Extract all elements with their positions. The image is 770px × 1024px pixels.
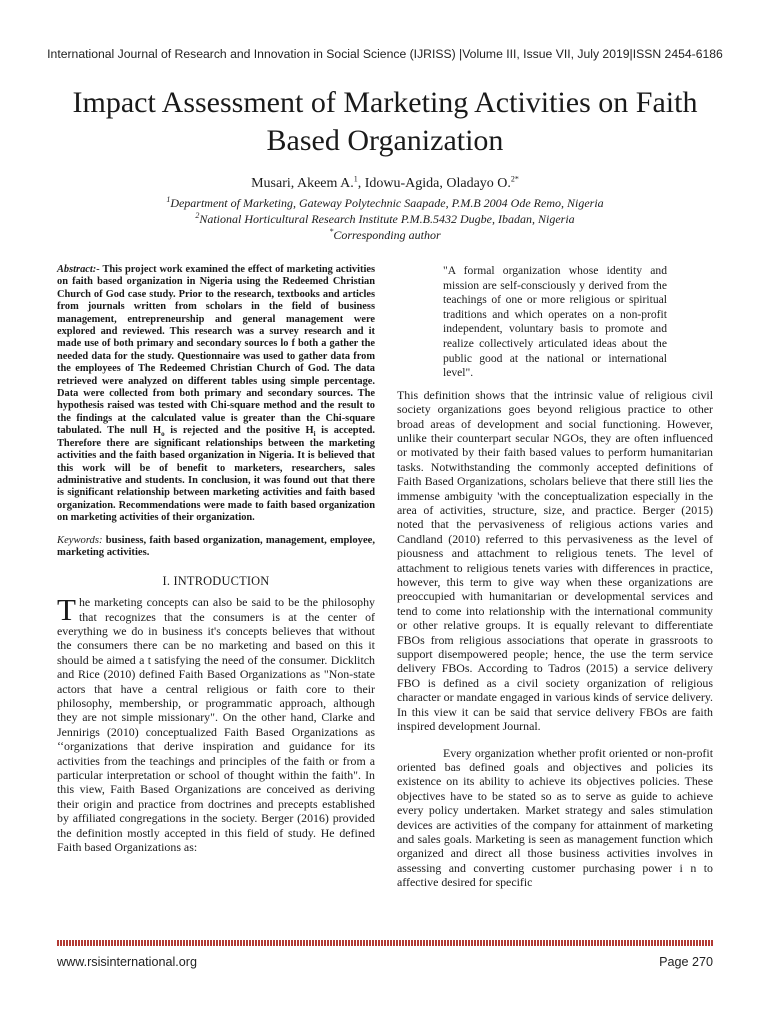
corresponding-author-note (0, 228, 770, 243)
affiliation-1-text: Department of Marketing, Gateway Polytechnic Saapade, P.M.B 2004 Ode Remo, Nigeria (170, 196, 604, 210)
running-header: International Journal of Research and Innovation in Social Science (IJRISS) |Volume III, Issue VII, July 2019|ISSN 2454-6186 (47, 47, 723, 61)
footer-rule (57, 940, 713, 946)
abstract-text-1: This project work examined the effect of marketing activities on faith based organization in Nigeria using the Redeemed Christian Church of God case study. Prior to the research, textbooks and articles from journals written from scholars in the field of business management, entrepreneurship and general management were explored and reviewed. This research was a survey research and it made use of both primary and secondary sources lo f both a gather the needed data for the study. Questionnaire was used to gather data from the employees of The Redeemed Christian Church of God. The data retrieved were analyzed on different tables using simple percentage. Data were collected from both primary and secondary sources. The hypothesis raised was tested with Chi-square method and the result to the findings at the calculated value is greater than the Chi-square tabulated. The null H (57, 264, 375, 437)
intro-paragraph-1 (57, 592, 375, 855)
abstract-text-3: is accepted. Therefore there are significant relationships between the marketing activities and the faith based organization in Nigeria. It is believed that this work will be of benefit to marketers, researchers, sales administrative and students. In conclusion, it was found out that there is significant relationship between marketing activities and faith based organization. Recommendations were made to faith based organization on marketing activities of their organization. (57, 425, 375, 524)
author-1-mark: 1 (353, 174, 358, 184)
footer-website: www.rsisinternational.org (57, 955, 197, 969)
title-line-1: Impact Assessment of Marketing Activities on Faith (72, 86, 698, 119)
footer-page-number: Page 270 (659, 955, 713, 969)
author-1: Musari, Akeem A. (251, 176, 354, 191)
paper-title (40, 84, 730, 160)
keywords-label: Keywords: (57, 534, 103, 546)
corresponding-text: Corresponding author (333, 228, 441, 242)
corresponding-mark: * (329, 227, 334, 236)
right-column (397, 264, 713, 890)
author-2-mark: 2* (510, 174, 519, 184)
author-2: Idowu-Agida, Oladayo O. (364, 176, 511, 191)
affiliation-2-text: National Horticultural Research Institute P.M.B.5432 Dugbe, Ibadan, Nigeria (199, 212, 575, 226)
author-separator: , (357, 176, 365, 191)
abstract-sub-o: o (161, 430, 165, 439)
keywords-text: business, faith based organization, management, employee, marketing activities. (57, 534, 375, 559)
intro-paragraph-3: Every organization whether profit oriented or non-profit oriented bas defined goals and objectives and policies its existence on its ability to achieve its objectives policies. These objectives have to be stated so as to serve as guide to achieve every policy undertaken. Market strategy and sales stimulation devices are activities of the company for attainment of marketing and sales goals. Marketing is seen as management function which organized and direct all those business activities involves in assessing and converting customer purchasing power i n to affective desired for specific (397, 745, 713, 890)
affiliation-1 (0, 196, 770, 211)
author-list (0, 176, 770, 192)
abstract-sub-i: i (313, 430, 316, 439)
left-column (57, 264, 375, 854)
abstract-text-2: is rejected and the positive H (164, 425, 314, 437)
affiliation-2 (0, 212, 770, 227)
abstract-label: Abstract:- (57, 264, 100, 275)
block-quote: "A formal organization whose identity and mission are self-consciously y derived from the teachings of one or more religious or spiritual traditions and which operates on a non-profit independent, voluntary basis to promote and realize collectively articulated ideas about the public good at the national or international level". (443, 264, 667, 380)
affiliation-1-mark: 1 (166, 195, 171, 204)
intro-paragraph-1-text: he marketing concepts can also be said to be the philosophy that recognizes that the consumers is at the center of everything we do in business it's concepts believes that without the consumers there can be no marketing and based on this it should be aimed a t satisfying the need of the consumer. Dicklitch and Rice (2010) defined Faith Based Organizations as "Non-state actors that have a central religious or faith core to their philosophy, membership, or programmatic approach, although they are not simple missionary". On the other hand, Clarke and Jennirigs (2010) conceptualized Faith Based Organizations as ‘‘organizations that derive inspiration and guidance for its activities from the teachings and principles of the faith or from a particular interpretation or school of thought within the faith". In this view, Faith Based Organizations are conceived as deriving their origin and practice from doctrines and precepts established by affiliated congregations in the society. Berger (2016) provided the definition mostly accepted in this field of study. He defined Faith based Organizations as: (57, 595, 375, 855)
title-line-2: Based Organization (266, 124, 504, 157)
abstract (57, 264, 375, 525)
section-heading-introduction: I. INTRODUCTION (162, 574, 270, 589)
keywords (57, 535, 375, 561)
affiliation-2-mark: 2 (195, 211, 200, 220)
drop-cap: T (57, 592, 76, 628)
intro-paragraph-2: This definition shows that the intrinsic value of religious civil society organizations goes beyond religious practice to other broad areas of development and social functioning. However, unlike their counterpart secular NGOs, they are often influenced or motivated by their faith based values to perform humanitarian tasks. Notwithstanding the commonly accepted definitions of Faith Based Organizations, scholars believe that there still lies the immense ambiguity 'with the conceptualization especially in the area of activities, structure, size, and practice. Berger (2015) noted that the pervasiveness of religious actions varies and Candland (2010) referred to this pervasiveness as the level of piousness and attachment to religious tenets. The level of attachment to religious tenets varies with differences in practice, however, this term to give way when these organizations are preoccupied with humanitarian or developmental services and tend to come into relationship with the international community or other relative groups. It is equally relevant to differentiate FBOs from religious associations that operate in grassroots to support disempowered people; hence, the use the term service delivery FBOs. According to Tadros (2015) a service delivery FBO is defined as a civil society organization of religious character or mandate engaged in various kinds of service delivery. In this view it can be said that service delivery FBOs are faith inspired development Journal. (397, 387, 713, 734)
